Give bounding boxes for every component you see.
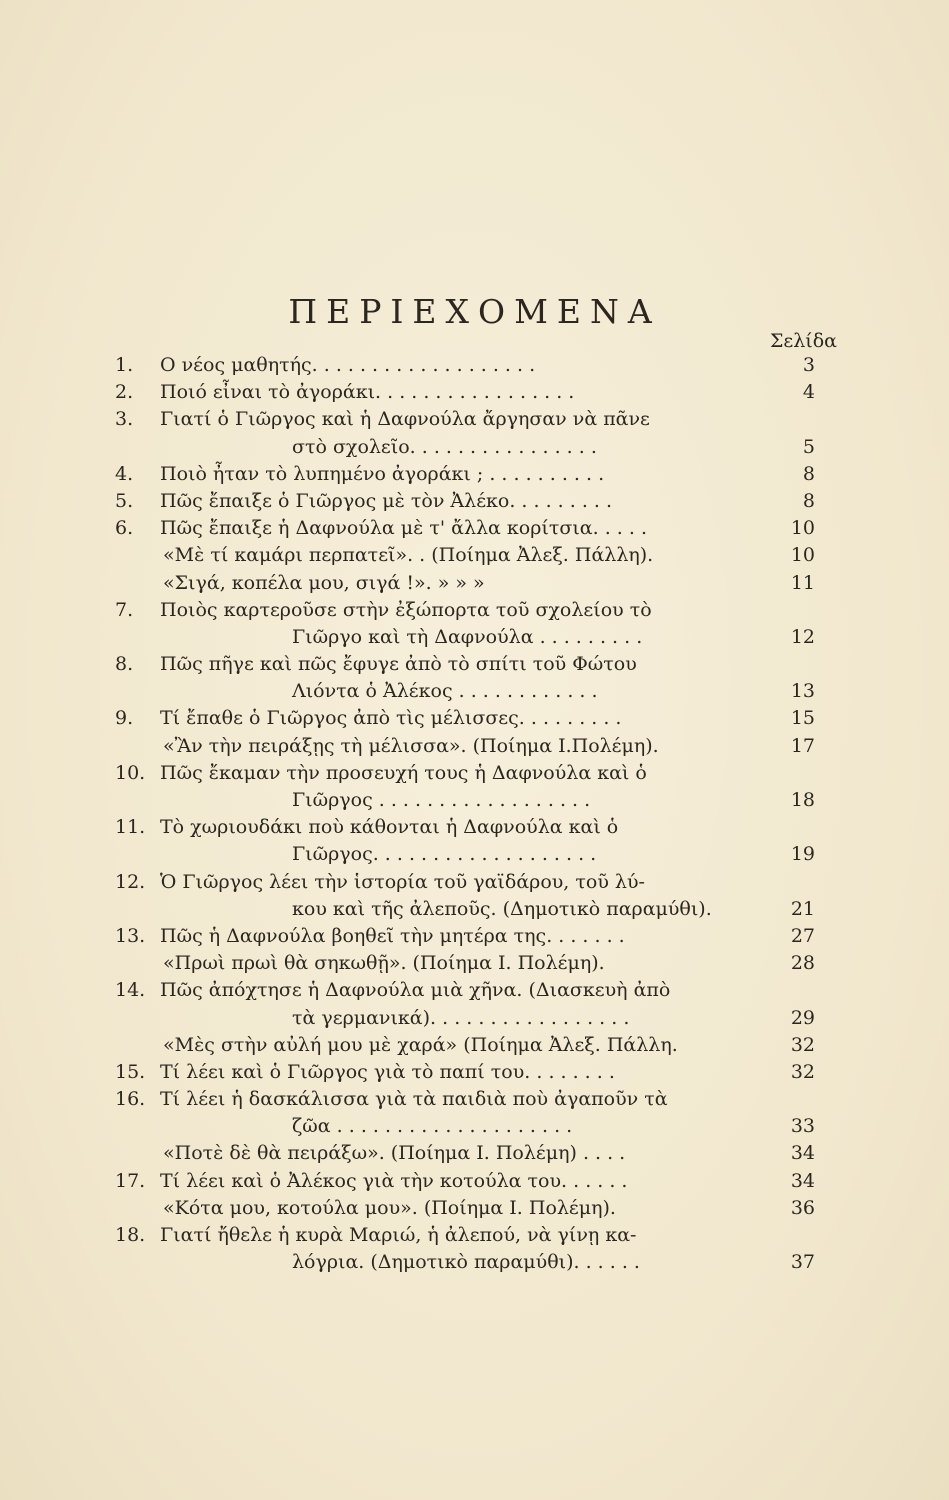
toc-title: «Ποτὲ δὲ θὰ πειράξω». (Ποίημα Ι. Πολέμη) . . . . bbox=[163, 1142, 626, 1165]
page-column-header: Σελίδα bbox=[769, 330, 837, 352]
toc-number: 4. bbox=[115, 462, 134, 485]
toc-title: Γιῶργος. . . . . . . . . . . . . . . . . . . bbox=[292, 843, 597, 866]
toc-number: 17. bbox=[115, 1169, 146, 1192]
toc-number: 3. bbox=[115, 408, 134, 431]
toc-row bbox=[115, 896, 815, 923]
toc-title: Γιῶργο καὶ τὴ Δαφνούλα . . . . . . . . . bbox=[292, 625, 643, 648]
toc-row bbox=[115, 542, 815, 569]
toc-row bbox=[115, 1222, 815, 1249]
toc-page-number: 32 bbox=[790, 1033, 815, 1056]
toc-row bbox=[115, 1195, 815, 1222]
toc-title: κου καὶ τῆς ἀλεποῦς. (Δημοτικὸ παραμύθι). bbox=[292, 897, 712, 920]
toc-page-number: 34 bbox=[790, 1142, 815, 1165]
toc-title: Ποιὸ ἦταν τὸ λυπημένο ἀγοράκι ; . . . . . . . . . . bbox=[160, 462, 605, 485]
toc-title: Τί λέει ἡ δασκάλισσα γιὰ τὰ παιδιὰ ποὺ ἀγαποῦν τὰ bbox=[160, 1088, 668, 1111]
toc-page-number: 5 bbox=[802, 435, 815, 458]
toc-title: «Μὲ τί καμάρι περπατεῖ». . (Ποίημα Ἀλεξ. Πάλλη). bbox=[163, 544, 654, 567]
toc-page-number: 27 bbox=[790, 924, 815, 947]
toc-title: Ποιὸς καρτεροῦσε στὴν ἐξώπορτα τοῦ σχολείου τὸ bbox=[160, 598, 652, 621]
table-of-contents bbox=[115, 352, 815, 1276]
toc-title: Πῶς ἔπαιξε ἡ Δαφνούλα μὲ τ' ἄλλα κορίτσια. . . . . bbox=[160, 517, 647, 540]
toc-number: 8. bbox=[115, 653, 134, 676]
toc-title: «Σιγά, κοπέλα μου, σιγά !». » » » bbox=[163, 571, 485, 594]
toc-title: «Κότα μου, κοτούλα μου». (Ποίημα Ι. Πολέμη). bbox=[163, 1196, 616, 1219]
toc-title: Πῶς ἔκαμαν τὴν προσευχή τους ἡ Δαφνούλα καὶ ὁ bbox=[160, 761, 647, 784]
toc-page-number: 33 bbox=[790, 1115, 815, 1138]
toc-row bbox=[115, 1140, 815, 1167]
toc-row bbox=[115, 624, 815, 651]
toc-number: 12. bbox=[115, 870, 146, 893]
toc-title: Λιόντα ὁ Ἀλέκος . . . . . . . . . . . . bbox=[292, 680, 598, 703]
toc-title: Τὸ χωριουδάκι ποὺ κάθονται ἡ Δαφνούλα καὶ ὁ bbox=[160, 816, 619, 839]
toc-page-number: 12 bbox=[790, 625, 815, 648]
toc-page-number: 4 bbox=[802, 381, 815, 404]
toc-number: 11. bbox=[115, 816, 146, 839]
toc-row bbox=[115, 379, 815, 406]
toc-title: «Μὲς στὴν αὐλή μου μὲ χαρά» (Ποίημα Ἀλεξ. Πάλλη. bbox=[163, 1033, 678, 1056]
toc-row bbox=[115, 841, 815, 868]
toc-row bbox=[115, 1249, 815, 1276]
toc-row bbox=[115, 705, 815, 732]
toc-row bbox=[115, 488, 815, 515]
toc-number: 1. bbox=[115, 354, 134, 376]
toc-page-number: 3 bbox=[802, 354, 815, 376]
toc-row bbox=[115, 923, 815, 950]
toc-page-number: 36 bbox=[790, 1196, 815, 1219]
toc-row bbox=[115, 760, 815, 787]
toc-page-number: 8 bbox=[802, 462, 815, 485]
toc-row bbox=[115, 515, 815, 542]
toc-row bbox=[115, 352, 815, 379]
toc-row bbox=[115, 461, 815, 488]
toc-row bbox=[115, 434, 815, 461]
toc-row bbox=[115, 597, 815, 624]
toc-row bbox=[115, 1086, 815, 1113]
toc-number: 16. bbox=[115, 1088, 146, 1111]
toc-row bbox=[115, 814, 815, 841]
toc-page-number: 21 bbox=[790, 897, 815, 920]
toc-number: 14. bbox=[115, 979, 146, 1002]
toc-row bbox=[115, 406, 815, 433]
toc-title: ζῶα . . . . . . . . . . . . . . . . . . . . bbox=[292, 1115, 573, 1138]
toc-page-number: 29 bbox=[790, 1006, 815, 1029]
toc-number: 10. bbox=[115, 761, 146, 784]
toc-title: Πῶς ἀπόχτησε ἡ Δαφνούλα μιὰ χῆνα. (Διασκευὴ ἀπὸ bbox=[160, 979, 671, 1002]
toc-page-number: 15 bbox=[790, 707, 815, 730]
toc-page-number: 8 bbox=[802, 489, 815, 512]
toc-page-number: 10 bbox=[790, 517, 815, 540]
toc-number: 2. bbox=[115, 381, 134, 404]
page-title: ΠΕΡΙΕΧΟΜΕΝΑ bbox=[288, 292, 661, 331]
toc-row bbox=[115, 787, 815, 814]
toc-row bbox=[115, 950, 815, 977]
toc-page-number: 17 bbox=[790, 734, 815, 757]
toc-title: Γιατί ἤθελε ἡ κυρὰ Μαριώ, ἡ ἀλεπού, νὰ γίνῃ κα- bbox=[160, 1224, 637, 1246]
toc-title: Ποιό εἶναι τὸ ἀγοράκι. . . . . . . . . . . . . . . . . bbox=[160, 381, 575, 404]
toc-number: 9. bbox=[115, 707, 134, 730]
toc-row bbox=[115, 678, 815, 705]
toc-row bbox=[115, 733, 815, 760]
toc-page-number: 37 bbox=[790, 1251, 815, 1274]
toc-title: Τί λέει καὶ ὁ Ἀλέκος γιὰ τὴν κοτούλα του. . . . . . bbox=[160, 1169, 628, 1192]
toc-page-number: 32 bbox=[790, 1060, 815, 1083]
toc-page-number: 34 bbox=[790, 1169, 815, 1192]
toc-title: Τί ἔπαθε ὁ Γιῶργος ἀπὸ τὶς μέλισσες. . . . . . . . . bbox=[160, 707, 622, 730]
toc-row bbox=[115, 977, 815, 1004]
toc-row bbox=[115, 1059, 815, 1086]
toc-row bbox=[115, 1032, 815, 1059]
toc-title: Ὁ Γιῶργος λέει τὴν ἱστορία τοῦ γαϊδάρου, τοῦ λύ- bbox=[160, 870, 645, 893]
toc-number: 15. bbox=[115, 1060, 146, 1083]
toc-row bbox=[115, 1168, 815, 1195]
toc-title: Γιῶργος . . . . . . . . . . . . . . . . . . bbox=[292, 789, 591, 811]
toc-page-number: 11 bbox=[790, 571, 815, 594]
toc-number: 18. bbox=[115, 1224, 146, 1246]
toc-title: Τί λέει καὶ ὁ Γιῶργος γιὰ τὸ παπί του. . . . . . . . bbox=[160, 1060, 615, 1083]
toc-title: τὰ γερμανικά). . . . . . . . . . . . . . . . . bbox=[292, 1006, 630, 1029]
toc-title: Πῶς πῆγε καὶ πῶς ἔφυγε ἀπὸ τὸ σπίτι τοῦ Φώτου bbox=[160, 653, 637, 676]
toc-title: «Ἂν τὴν πειράξῃς τὴ μέλισσα». (Ποίημα Ι.Πολέμη). bbox=[163, 734, 659, 757]
toc-page-number: 10 bbox=[790, 544, 815, 567]
toc-title: Γιατί ὁ Γιῶργος καὶ ἡ Δαφνούλα ἄργησαν νὰ πᾶνε bbox=[160, 408, 650, 431]
toc-number: 7. bbox=[115, 598, 134, 621]
toc-page-number: 18 bbox=[790, 789, 815, 811]
toc-page-number: 13 bbox=[790, 680, 815, 703]
toc-title: στὸ σχολεῖο. . . . . . . . . . . . . . . . bbox=[292, 435, 597, 458]
toc-page-number: 28 bbox=[790, 952, 815, 975]
toc-title: «Πρωὶ πρωὶ θὰ σηκωθῇ». (Ποίημα Ι. Πολέμη). bbox=[163, 952, 605, 975]
toc-row bbox=[115, 869, 815, 896]
toc-row bbox=[115, 651, 815, 678]
toc-row bbox=[115, 1113, 815, 1140]
toc-title: λόγρια. (Δημοτικὸ παραμύθι). . . . . . bbox=[292, 1251, 640, 1274]
toc-number: 5. bbox=[115, 489, 134, 512]
toc-title: Πῶς ἔπαιξε ὁ Γιῶργος μὲ τὸν Ἀλέκο. . . . . . . . . bbox=[160, 489, 613, 512]
toc-number: 13. bbox=[115, 924, 146, 947]
toc-row bbox=[115, 1005, 815, 1032]
toc-page-number: 19 bbox=[790, 843, 815, 866]
toc-number: 6. bbox=[115, 517, 134, 540]
toc-title: Πῶς ἡ Δαφνούλα βοηθεῖ τὴν μητέρα της. . . . . . . bbox=[160, 924, 625, 947]
toc-row bbox=[115, 570, 815, 597]
toc-title: Ο νέος μαθητής. . . . . . . . . . . . . . . . . . . bbox=[160, 354, 536, 376]
